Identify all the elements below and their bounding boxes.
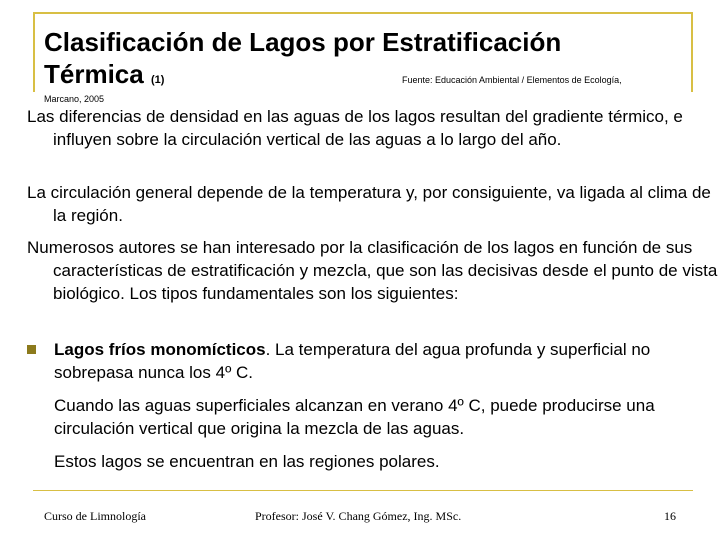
- paragraph-classification: Numerosos autores se han interesado por la clasificación de los lagos en función de sus características de estratificación y mezcla, que son las decisivas desde el punto de vista biológico. Los tipos fundamentales son los siguientes:: [27, 238, 718, 303]
- source-citation-line2: Marcano, 2005: [44, 94, 105, 104]
- bullet-rest-text: . La temperatura del agua profunda y superficial no sobrepasa nunca los 4º C.: [54, 340, 651, 382]
- footer-page-number: 16: [664, 509, 676, 523]
- footer-professor: Profesor: José V. Chang Gómez, Ing. MSc.: [255, 509, 462, 523]
- bullet-strong-text: Lagos fríos monomícticos: [54, 340, 266, 359]
- slide-title-word: Térmica: [44, 59, 144, 89]
- slide-title-line2: [44, 58, 164, 96]
- paragraph-density: Las diferencias de densidad en las aguas de los lagos resultan del gradiente térmico, e influyen sobre la circulación vertical de las aguas a lo largo del año.: [27, 107, 683, 149]
- source-citation-line1: Fuente: Educación Ambiental / Elementos de Ecología,: [402, 75, 622, 85]
- sub-paragraph-polar: Estos lagos se encuentran en las regiones polares.: [54, 452, 440, 471]
- title-frame-right: [691, 12, 693, 92]
- slide-title-suffix: (1): [150, 74, 165, 86]
- paragraph-circulation: La circulación general depende de la temperatura y, por consiguiente, va ligada al clima de la región.: [27, 183, 711, 225]
- bullet-text: [54, 338, 694, 384]
- square-bullet-icon: [27, 345, 36, 354]
- footer-course: Curso de Limnología: [44, 509, 146, 523]
- title-frame-top: [33, 12, 693, 14]
- footer-divider: [33, 490, 693, 491]
- title-frame-left: [33, 12, 35, 92]
- slide-title-line1: Clasificación de Lagos por Estratificación: [44, 27, 562, 57]
- sub-paragraph-summer: Cuando las aguas superficiales alcanzan en verano 4º C, puede producirse una circulación vertical que origina la mezcla de las aguas.: [54, 396, 655, 438]
